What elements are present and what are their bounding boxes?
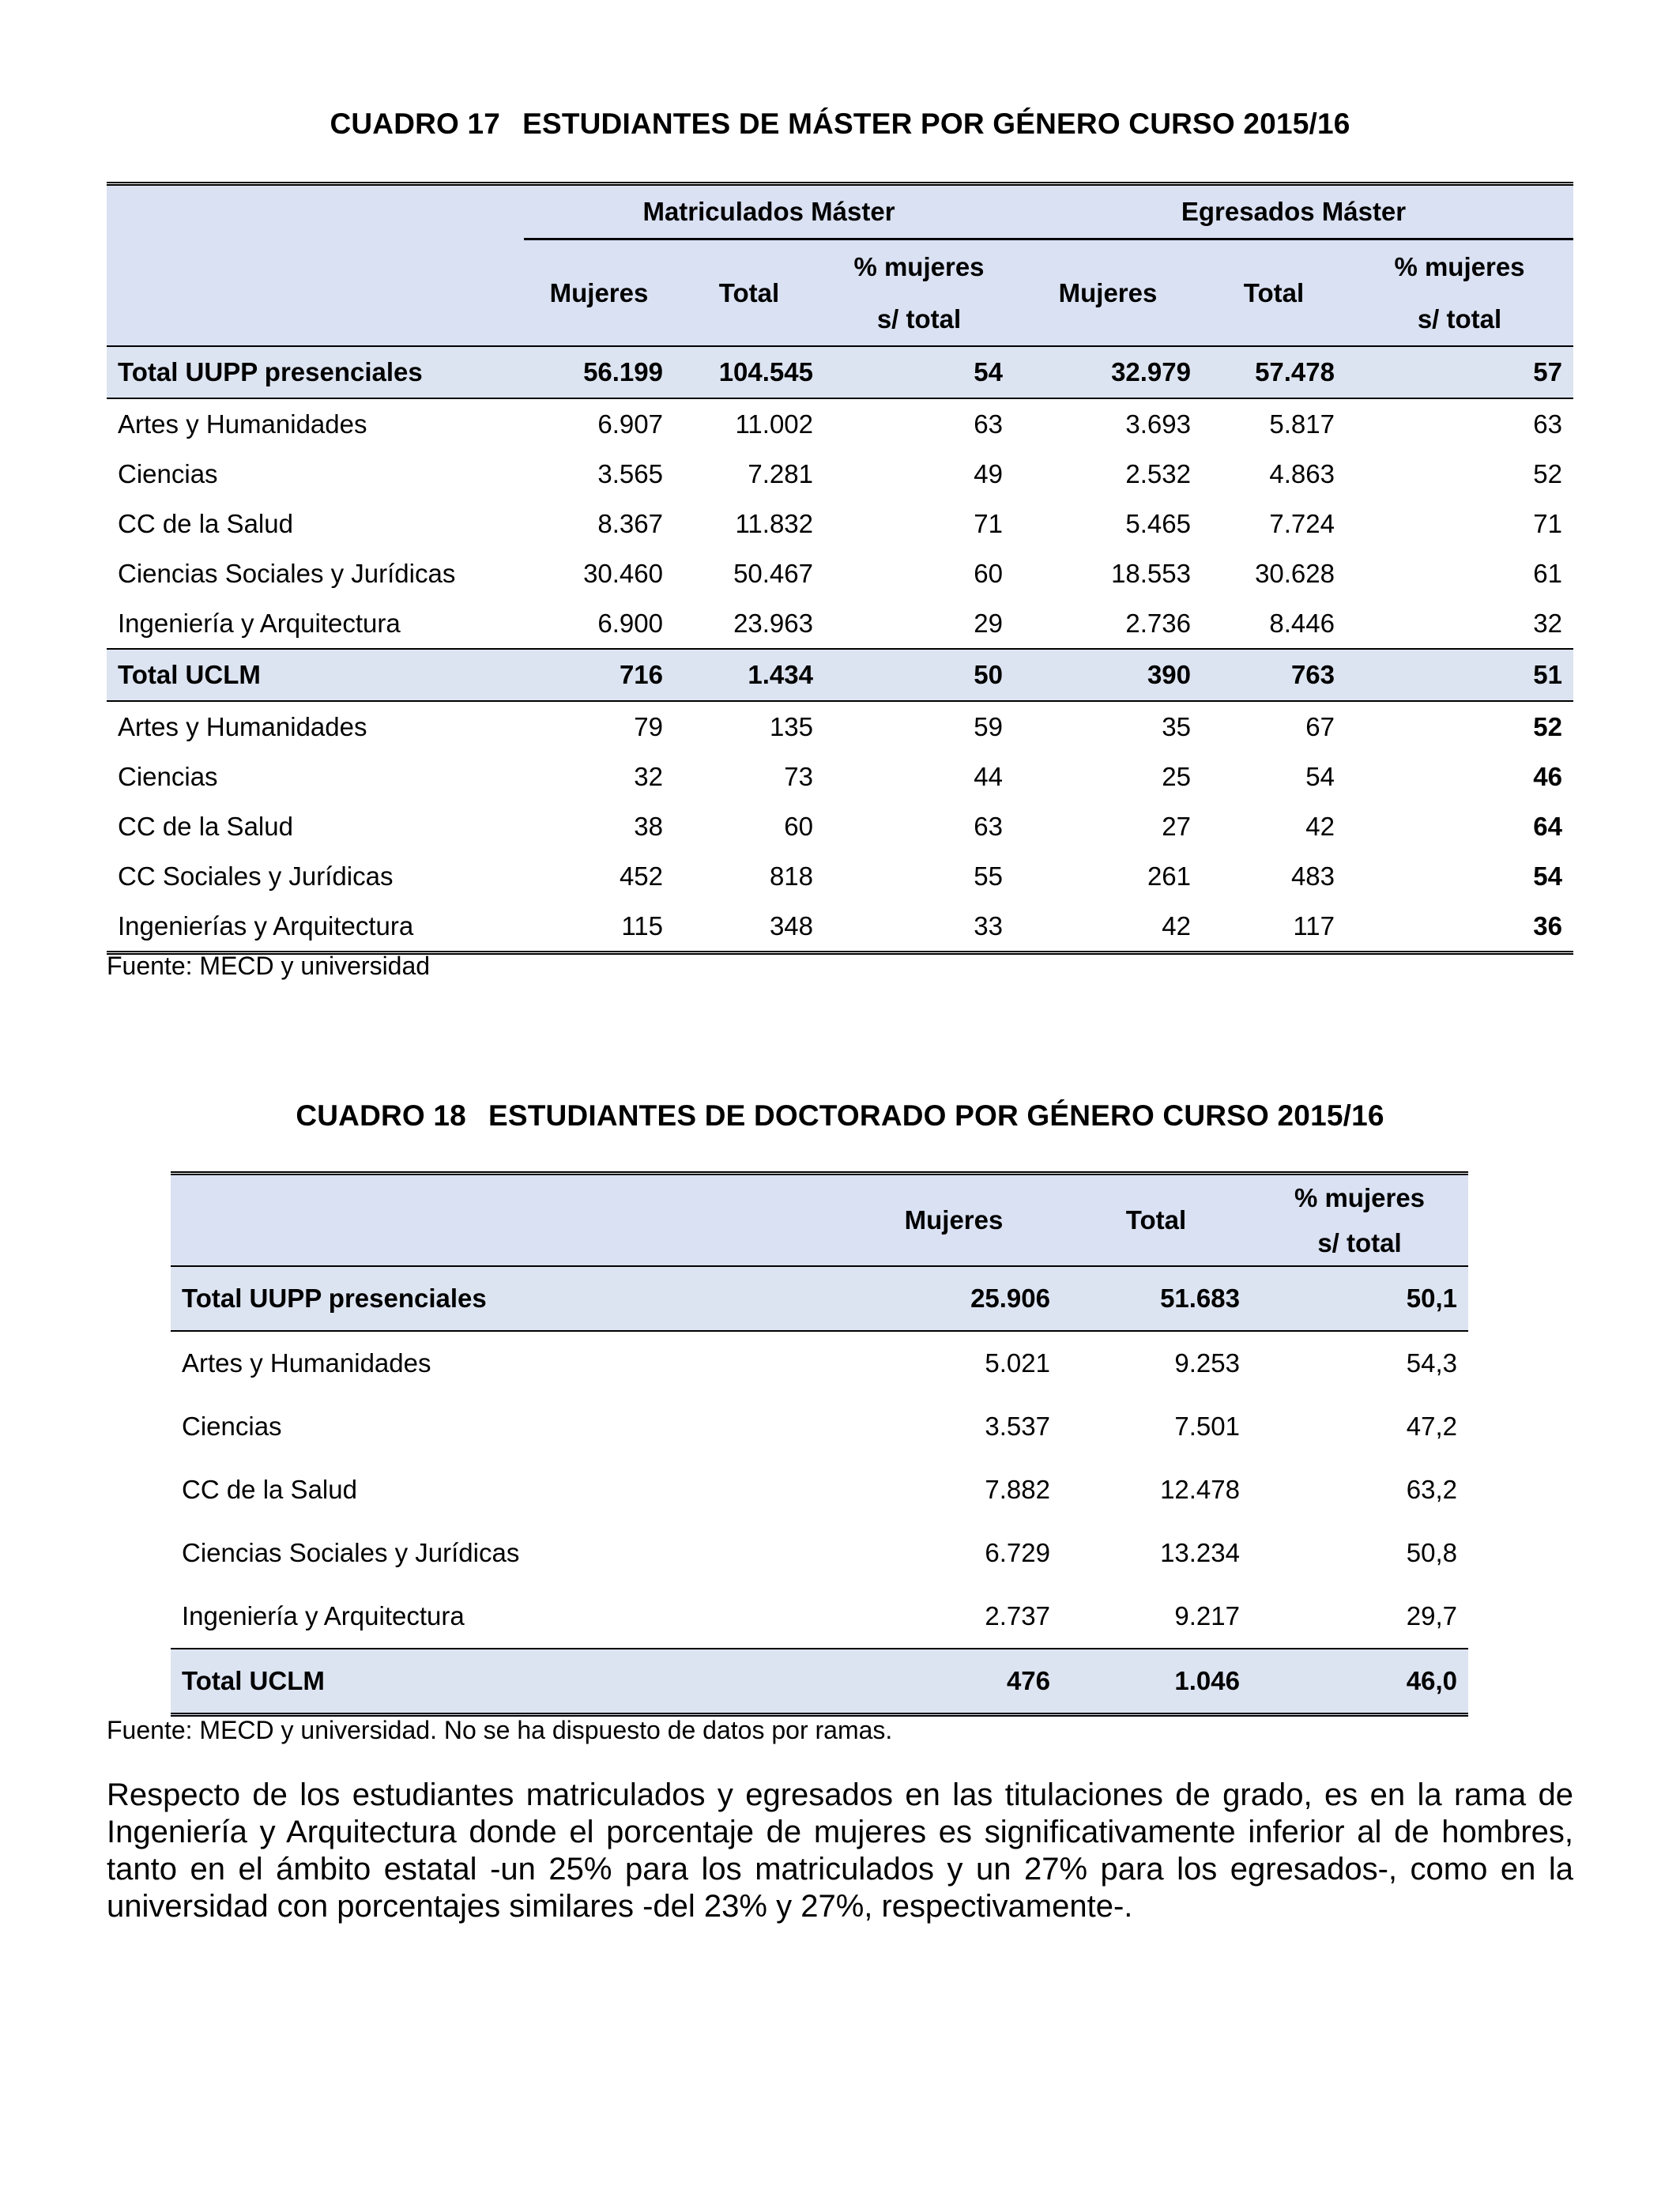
cell-matriculados-pct: 49 <box>974 458 1003 488</box>
cell-matriculados-total: 104.545 <box>674 346 824 398</box>
cell-egresados-pct: 51 <box>1346 649 1573 701</box>
cell-egresados-pct: 71 <box>1533 508 1562 538</box>
cell-mujeres: 2.737 <box>985 1601 1050 1630</box>
cuadro18-col-pct-line1: % mujeres <box>1251 1175 1468 1220</box>
cell-matriculados-total: 1.434 <box>674 649 824 701</box>
table-total-row <box>107 346 1573 398</box>
table-row <box>107 701 1573 752</box>
table-total-row <box>171 1649 1468 1715</box>
cell-matriculados-mujeres: 79 <box>634 711 663 741</box>
cuadro18-number: CUADRO 18 <box>296 1099 466 1132</box>
cell-pct: 47,2 <box>1406 1412 1457 1441</box>
cell-egresados-pct: 63 <box>1533 409 1562 439</box>
cell-egresados-pct: 61 <box>1533 558 1562 588</box>
cell-matriculados-pct: 60 <box>974 558 1003 588</box>
cuadro18-table <box>171 1171 1468 1717</box>
row-label: CC Sociales y Jurídicas <box>118 861 394 891</box>
cell-matriculados-mujeres: 115 <box>524 901 674 953</box>
table-row <box>107 801 1573 851</box>
table-row <box>107 901 1573 953</box>
cell-matriculados-total: 50.467 <box>733 558 813 588</box>
cell-matriculados-total: 11.002 <box>735 409 813 439</box>
cell-matriculados-pct: 63 <box>974 409 1003 439</box>
row-label: Artes y Humanidades <box>118 409 367 439</box>
cell-matriculados-mujeres: 716 <box>524 649 674 701</box>
table-row <box>171 1395 1468 1458</box>
cell-egresados-pct: 54 <box>1533 861 1562 891</box>
cell-egresados-total: 483 <box>1290 861 1335 891</box>
cell-egresados-pct: 57 <box>1346 346 1573 398</box>
cell-matriculados-mujeres: 30.460 <box>583 558 663 588</box>
cell-matriculados-total: 11.832 <box>735 508 813 538</box>
table-row <box>107 398 1573 449</box>
cell-matriculados-total: 23.963 <box>733 608 813 638</box>
cell-egresados-mujeres: 35 <box>1162 711 1191 741</box>
table-total-row <box>171 1266 1468 1331</box>
cuadro17-title <box>0 107 1680 141</box>
row-label: CC de la Salud <box>118 508 293 538</box>
cuadro17-corner-cell <box>107 186 524 346</box>
cuadro18-corner-cell <box>171 1175 846 1266</box>
cell-egresados-total: 8.446 <box>1269 608 1335 638</box>
cell-matriculados-mujeres: 452 <box>619 861 663 891</box>
cuadro17-col-mujeres-e: Mujeres <box>1014 239 1202 347</box>
cell-egresados-mujeres: 25 <box>1162 761 1191 791</box>
cell-mujeres: 7.882 <box>985 1475 1050 1504</box>
cell-pct: 29,7 <box>1406 1601 1457 1630</box>
row-label: Total UCLM <box>107 649 524 701</box>
cell-matriculados-mujeres: 8.367 <box>597 508 663 538</box>
cell-egresados-total: 57.478 <box>1202 346 1346 398</box>
cell-egresados-total: 763 <box>1202 649 1346 701</box>
cell-matriculados-mujeres: 56.199 <box>524 346 674 398</box>
cell-egresados-pct: 52 <box>1533 458 1562 488</box>
cell-egresados-total: 67 <box>1305 711 1335 741</box>
cell-egresados-pct: 52 <box>1533 711 1562 741</box>
row-label: Ciencias <box>118 458 218 488</box>
row-label: Ingeniería y Arquitectura <box>118 608 401 638</box>
cell-matriculados-total: 7.281 <box>748 458 813 488</box>
cell-matriculados-pct: 29 <box>974 608 1003 638</box>
cuadro17-col-total-e: Total <box>1202 239 1346 347</box>
row-label: Ciencias <box>118 761 218 791</box>
cuadro18-heading: ESTUDIANTES DE DOCTORADO POR GÉNERO CURSO 2015/16 <box>488 1099 1384 1132</box>
cell-matriculados-total: 135 <box>769 711 813 741</box>
cuadro17-col-total-m: Total <box>674 239 824 347</box>
cell-egresados-mujeres: 27 <box>1162 811 1191 841</box>
cell-total: 12.478 <box>1160 1475 1240 1504</box>
cell-matriculados-mujeres: 6.907 <box>597 409 663 439</box>
table-row <box>171 1521 1468 1585</box>
cell-egresados-mujeres: 5.465 <box>1125 508 1191 538</box>
table-row <box>107 598 1573 649</box>
table-row <box>107 449 1573 499</box>
cuadro18-title <box>0 1099 1680 1133</box>
cuadro17-col-mujeres-m: Mujeres <box>524 239 674 347</box>
cell-egresados-total: 30.628 <box>1255 558 1335 588</box>
cell-egresados-mujeres: 390 <box>1014 649 1202 701</box>
cell-egresados-total: 117 <box>1202 901 1346 953</box>
cell-matriculados-pct: 33 <box>824 901 1014 953</box>
row-label: Total UCLM <box>171 1649 846 1715</box>
cell-pct: 46,0 <box>1251 1649 1468 1715</box>
cell-matriculados-pct: 63 <box>974 811 1003 841</box>
table-row <box>107 752 1573 801</box>
cell-total: 9.253 <box>1174 1348 1240 1378</box>
cuadro17-heading: ESTUDIANTES DE MÁSTER POR GÉNERO CURSO 2015/16 <box>522 107 1350 140</box>
cuadro18-col-mujeres: Mujeres <box>846 1175 1061 1266</box>
cuadro17-group-matriculados: Matriculados Máster <box>524 186 1014 239</box>
cell-egresados-pct: 36 <box>1346 901 1573 953</box>
table-row <box>107 548 1573 598</box>
cell-total: 1.046 <box>1061 1649 1251 1715</box>
cuadro18-source: Fuente: MECD y universidad. No se ha dispuesto de datos por ramas. <box>107 1716 893 1744</box>
row-label: Ingenierías y Arquitectura <box>107 901 524 953</box>
cell-egresados-total: 42 <box>1305 811 1335 841</box>
cell-mujeres: 476 <box>846 1649 1061 1715</box>
cell-mujeres: 3.537 <box>985 1412 1050 1441</box>
cell-egresados-total: 7.724 <box>1269 508 1335 538</box>
cell-mujeres: 5.021 <box>985 1348 1050 1378</box>
cell-egresados-total: 54 <box>1305 761 1335 791</box>
row-label: Ciencias Sociales y Jurídicas <box>118 558 456 588</box>
cuadro17-col-pct-m-line1: % mujeres <box>824 239 1014 294</box>
cell-total: 9.217 <box>1174 1601 1240 1630</box>
cell-pct: 63,2 <box>1406 1475 1457 1504</box>
table-row <box>171 1331 1468 1395</box>
cuadro18-col-total: Total <box>1061 1175 1251 1266</box>
cuadro17-group-egresados: Egresados Máster <box>1014 186 1573 239</box>
cell-pct: 50,1 <box>1251 1266 1468 1331</box>
cell-matriculados-pct: 50 <box>824 649 1014 701</box>
cell-egresados-mujeres: 2.736 <box>1125 608 1191 638</box>
row-label: Ciencias Sociales y Jurídicas <box>182 1538 520 1567</box>
cell-pct: 54,3 <box>1406 1348 1457 1378</box>
cell-matriculados-pct: 55 <box>974 861 1003 891</box>
cell-mujeres: 25.906 <box>846 1266 1061 1331</box>
row-label: Ingeniería y Arquitectura <box>182 1601 465 1630</box>
cell-egresados-mujeres: 32.979 <box>1014 346 1202 398</box>
cell-matriculados-mujeres: 38 <box>634 811 663 841</box>
cell-egresados-pct: 46 <box>1533 761 1562 791</box>
table-row <box>107 499 1573 548</box>
row-label: CC de la Salud <box>118 811 293 841</box>
cell-egresados-mujeres: 18.553 <box>1111 558 1191 588</box>
cell-egresados-mujeres: 261 <box>1147 861 1191 891</box>
table-row <box>171 1585 1468 1649</box>
row-label: Artes y Humanidades <box>118 711 367 741</box>
row-label: Artes y Humanidades <box>182 1348 431 1378</box>
row-label: Total UUPP presenciales <box>171 1266 846 1331</box>
cuadro18-col-pct-line2: s/ total <box>1251 1220 1468 1266</box>
cell-matriculados-pct: 44 <box>974 761 1003 791</box>
cell-mujeres: 6.729 <box>985 1538 1050 1567</box>
row-label: Ciencias <box>182 1412 282 1441</box>
cuadro17-col-pct-e-line2: s/ total <box>1346 293 1573 346</box>
cell-egresados-pct: 64 <box>1533 811 1562 841</box>
cell-total: 7.501 <box>1174 1412 1240 1441</box>
cell-egresados-mujeres: 2.532 <box>1125 458 1191 488</box>
cell-matriculados-total: 73 <box>784 761 813 791</box>
table-total-row <box>107 649 1573 701</box>
cell-matriculados-mujeres: 6.900 <box>597 608 663 638</box>
cell-egresados-mujeres: 3.693 <box>1125 409 1191 439</box>
cuadro17-col-pct-e-line1: % mujeres <box>1346 239 1573 294</box>
cell-matriculados-total: 818 <box>769 861 813 891</box>
cell-matriculados-pct: 71 <box>974 508 1003 538</box>
cell-egresados-pct: 32 <box>1533 608 1562 638</box>
cell-total: 13.234 <box>1160 1538 1240 1567</box>
cuadro17-source: Fuente: MECD y universidad <box>107 952 431 980</box>
cell-matriculados-total: 348 <box>674 901 824 953</box>
cuadro17-col-pct-m-line2: s/ total <box>824 293 1014 346</box>
cell-matriculados-mujeres: 3.565 <box>597 458 663 488</box>
cell-total: 51.683 <box>1061 1266 1251 1331</box>
cuadro17-number: CUADRO 17 <box>330 107 501 140</box>
cuadro17-table <box>107 182 1573 955</box>
cell-matriculados-pct: 54 <box>824 346 1014 398</box>
cell-matriculados-pct: 59 <box>974 711 1003 741</box>
row-label: CC de la Salud <box>182 1475 357 1504</box>
cell-egresados-total: 5.817 <box>1269 409 1335 439</box>
cell-matriculados-total: 60 <box>784 811 813 841</box>
cell-pct: 50,8 <box>1406 1538 1457 1567</box>
table-row <box>107 851 1573 901</box>
cell-matriculados-mujeres: 32 <box>634 761 663 791</box>
cell-egresados-total: 4.863 <box>1269 458 1335 488</box>
table-row <box>171 1458 1468 1521</box>
row-label: Total UUPP presenciales <box>107 346 524 398</box>
body-paragraph: Respecto de los estudiantes matriculados y egresados en las titulaciones de grado, es en la rama de Ingeniería y Arquitectura donde el porcentaje de mujeres es significativamente inferior al de hombres, tanto en el ámbito estatal -un 25% para los matriculados y un 27% para los egresados-, como en la universidad con porcentajes similares -del 23% y 27%, respectivamente-. <box>107 1777 1573 1924</box>
cell-egresados-mujeres: 42 <box>1014 901 1202 953</box>
